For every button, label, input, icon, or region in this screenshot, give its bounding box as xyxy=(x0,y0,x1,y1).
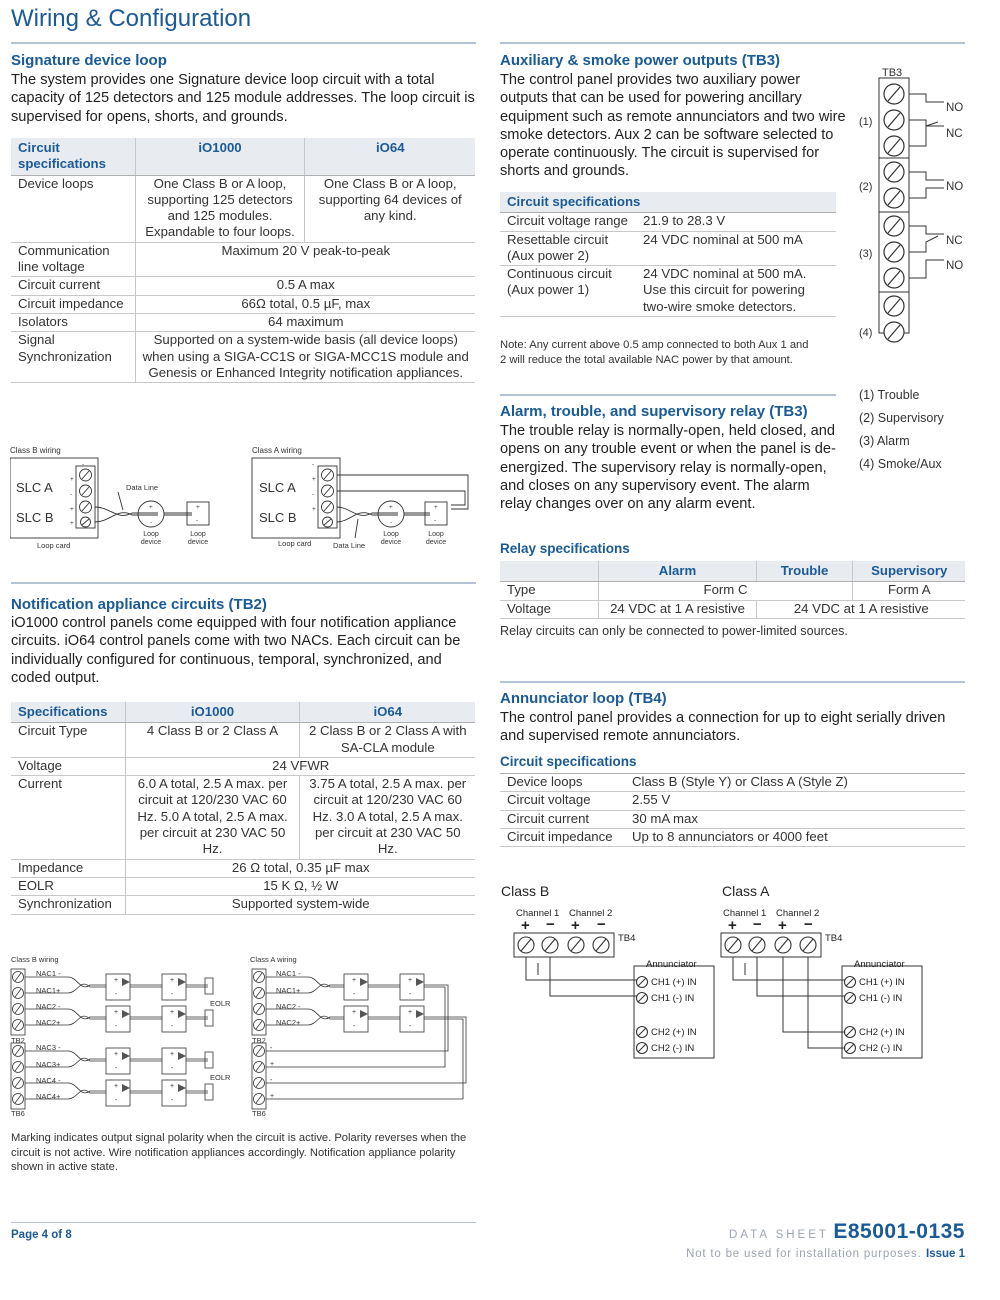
section-divider xyxy=(500,42,965,44)
row-label: Voltage xyxy=(11,757,125,775)
svg-text:device: device xyxy=(380,539,402,546)
relay-spec-table xyxy=(500,561,965,619)
svg-text:+: + xyxy=(70,506,74,513)
nac-polarity-note: Marking indicates output signal polarity when the circuit is active. Polarity reverses when the circuit is not active. Wire notification appliances accordingly. Notification appliance polarity shown in active state. xyxy=(11,1132,467,1173)
table-header: Circuit specifications xyxy=(11,138,135,175)
terminal-label: NAC1 - xyxy=(276,969,301,978)
relay-spec-title: Relay specifications xyxy=(500,541,630,556)
row-label: Type xyxy=(500,582,598,600)
row-label: Device loops xyxy=(11,175,135,242)
table-row xyxy=(500,828,965,846)
table-header: Trouble xyxy=(756,561,852,582)
slc-a-label: SLC A xyxy=(259,480,296,495)
table-row xyxy=(500,213,836,231)
loop-card-label: Loop card xyxy=(37,541,71,550)
tb3-legend xyxy=(859,384,944,476)
row-label: Voltage xyxy=(500,600,598,618)
row-label: Signal Synchronization xyxy=(11,332,135,383)
svg-text:device: device xyxy=(425,539,447,546)
svg-text:-: - xyxy=(270,1077,273,1084)
group-label: (1) xyxy=(859,116,873,128)
terminal-label: NAC2 - xyxy=(276,1002,301,1011)
annunciator-wiring-diagram xyxy=(498,878,968,1068)
slc-a-label: SLC A xyxy=(16,480,53,495)
cell-value: 24 VDC nominal at 500 mA xyxy=(636,231,836,266)
cell-io64: 2 Class B or 2 Class A with SA-CLA module xyxy=(299,723,475,758)
aux-note: Note: Any current above 0.5 amp connected to both Aux 1 and 2 will reduce the total available NAC power by that amount. xyxy=(500,339,809,366)
table-header: iO1000 xyxy=(135,138,304,175)
row-label: Isolators xyxy=(11,313,135,331)
installation-note: Not to be used for installation purposes. xyxy=(686,1248,922,1260)
terminal-label: NAC2+ xyxy=(36,1018,61,1027)
terminal-label: CH2 (+) IN xyxy=(651,1027,697,1038)
svg-text:+: + xyxy=(352,1009,357,1016)
slc-b-label: SLC B xyxy=(16,510,54,525)
svg-text:+: + xyxy=(521,917,530,934)
contact-label: NO xyxy=(946,102,964,114)
terminal-label: CH1 (+) IN xyxy=(651,977,697,988)
table-header: Circuit specifications xyxy=(500,192,836,213)
terminal-label: NAC4+ xyxy=(36,1092,61,1101)
svg-text:-: - xyxy=(171,991,174,998)
group-label: (3) xyxy=(859,248,873,260)
table-header: Specifications xyxy=(11,702,125,723)
class-b-label: Class B xyxy=(501,883,550,899)
svg-text:+: + xyxy=(114,977,119,984)
terminal-label: CH1 (-) IN xyxy=(859,993,903,1004)
table-row xyxy=(11,877,475,895)
annunciator-title: Annunciator loop (TB4) xyxy=(500,690,667,707)
relay-title: Alarm, trouble, and supervisory relay (TB3) xyxy=(500,403,808,420)
cell-value: 15 K Ω, ½ W xyxy=(125,877,475,895)
cell-value: 24 VDC at 1 A resistive xyxy=(598,600,756,618)
contact-label: NC xyxy=(946,128,963,140)
tb2-label: TB2 xyxy=(252,1036,266,1045)
svg-text:-: - xyxy=(115,1065,118,1072)
cell-value: 64 maximum xyxy=(135,313,475,331)
svg-text:+: + xyxy=(270,1093,275,1100)
svg-text:-: - xyxy=(115,1097,118,1104)
page-number: Page 4 of 8 xyxy=(11,1229,72,1241)
row-label: Device loops xyxy=(500,774,625,792)
cell-value: Form C xyxy=(598,582,852,600)
row-label: Circuit impedance xyxy=(500,828,625,846)
table-header: iO64 xyxy=(304,138,475,175)
terminal-label: NAC3+ xyxy=(36,1060,61,1069)
legend-item: (2) Supervisory xyxy=(859,411,944,425)
section-divider xyxy=(11,42,476,44)
channel-label: Channel 2 xyxy=(776,908,820,919)
svg-text:−: − xyxy=(753,916,762,933)
page-title: Wiring & Configuration xyxy=(11,5,252,32)
section-divider xyxy=(500,681,965,683)
tb6-label: TB6 xyxy=(11,1109,25,1118)
svg-text:+: + xyxy=(196,504,200,511)
cell-io64: 3.75 A total, 2.5 A max. per circuit at 120/230 VAC 60 Hz. 3.0 A total, 2.5 A max. per circuit at 230 VAC 50 Hz. xyxy=(299,776,475,859)
slc-title: Signature device loop xyxy=(11,52,167,69)
svg-text:+: + xyxy=(270,1061,275,1068)
svg-text:+: + xyxy=(114,1083,119,1090)
table-row xyxy=(500,774,965,792)
tb3-diagram xyxy=(852,64,972,354)
svg-text:-: - xyxy=(312,491,315,498)
annunciator-body: The control panel provides a connection for up to eight serially driven and supervised remote annunciators. xyxy=(500,710,946,745)
svg-text:-: - xyxy=(353,991,356,998)
nac-wiring-diagram xyxy=(8,952,480,1120)
table-row xyxy=(11,295,475,313)
data-line-label: Data Line xyxy=(126,483,159,492)
cell-io1000: One Class B or A loop, supporting 125 detectors and 125 modules. Expandable to four loops. xyxy=(135,175,304,242)
channel-label: Channel 1 xyxy=(516,908,560,919)
group-label: (2) xyxy=(859,181,873,193)
terminal-label: CH1 (-) IN xyxy=(651,993,695,1004)
cell-value: Up to 8 annunciators or 4000 feet xyxy=(625,828,965,846)
cell-value: Form A xyxy=(852,582,965,600)
slc-b-label: SLC B xyxy=(259,510,297,525)
terminal-label: CH2 (+) IN xyxy=(859,1027,905,1038)
slc-wiring-diagram xyxy=(10,443,480,558)
svg-text:+: + xyxy=(778,917,787,934)
svg-text:−: − xyxy=(546,916,555,933)
table-row xyxy=(11,175,475,242)
group-label: (4) xyxy=(859,327,873,339)
cell-value: 24 VDC at 1 A resistive xyxy=(756,600,965,618)
svg-text:+: + xyxy=(114,1051,119,1058)
terminal-label: NAC1+ xyxy=(36,986,61,995)
svg-text:-: - xyxy=(353,1023,356,1030)
annunciator-spec-table xyxy=(500,773,965,847)
relay-note: Relay circuits can only be connected to power-limited sources. xyxy=(500,624,848,638)
svg-text:+: + xyxy=(170,1051,175,1058)
table-header: iO64 xyxy=(299,702,475,723)
terminal-label: CH2 (-) IN xyxy=(859,1043,903,1054)
table-row xyxy=(11,313,475,331)
table-row xyxy=(11,332,475,383)
svg-text:-: - xyxy=(82,461,85,468)
svg-text:-: - xyxy=(312,461,315,468)
legend-item: (1) Trouble xyxy=(859,388,920,402)
svg-text:-: - xyxy=(270,1045,273,1052)
terminal-label: NAC1+ xyxy=(276,986,301,995)
cell-value: Supported on a system-wide basis (all device loops) when using a SIGA-CC1S or SIGA-MCC1S module and Genesis or Enhanced Integrity notification appliances. xyxy=(135,332,475,383)
table-row xyxy=(11,723,475,758)
cell-value: 2.55 V xyxy=(625,792,965,810)
aux-spec-table xyxy=(500,192,836,317)
table-row xyxy=(500,810,965,828)
document-number: E85001-0135 xyxy=(833,1220,965,1243)
eolr-label: EOLR xyxy=(210,999,231,1008)
aux-title: Auxiliary & smoke power outputs (TB3) xyxy=(500,52,781,69)
svg-text:-: - xyxy=(171,1065,174,1072)
footer-divider xyxy=(11,1222,476,1223)
cell-value: Class B (Style Y) or Class A (Style Z) xyxy=(625,774,965,792)
terminal-label: NAC2 - xyxy=(36,1002,61,1011)
row-label: Communication line voltage xyxy=(11,242,135,277)
row-label: Impedance xyxy=(11,859,125,877)
table-row xyxy=(11,757,475,775)
svg-text:+: + xyxy=(408,1009,413,1016)
terminal-label: NAC3 - xyxy=(36,1043,61,1052)
issue-label: Issue 1 xyxy=(926,1248,965,1260)
svg-text:Loop: Loop xyxy=(143,531,159,538)
aux-body: The control panel provides two auxiliary power outputs that can be used for powering ancillary equipment such as remote annunciators and two wire smoke detectors. Aux 2 can be software selected to operate continuously. The circuit is supervised for shorts and grounds. xyxy=(500,72,846,180)
cell-io1000: 6.0 A total, 2.5 A max. per circuit at 120/230 VAC 60 Hz. 5.0 A total, 2.5 A max. per circuit at 230 VAC 50 Hz. xyxy=(125,776,299,859)
cell-value: 24 VDC nominal at 500 mA. Use this circuit for powering two-wire smoke detectors. xyxy=(636,266,836,317)
class-a-label: Class A xyxy=(722,883,770,899)
svg-text:-: - xyxy=(196,517,199,524)
terminal-label: NAC4 - xyxy=(36,1076,61,1085)
table-row xyxy=(11,776,475,859)
row-label: Circuit voltage xyxy=(500,792,625,810)
table-row xyxy=(500,582,965,600)
svg-text:Loop: Loop xyxy=(383,531,399,538)
cell-value: 0.5 A max xyxy=(135,277,475,295)
section-divider xyxy=(500,394,836,396)
svg-text:+: + xyxy=(149,504,153,511)
table-header: iO1000 xyxy=(125,702,299,723)
annunciator-spec-title: Circuit specifications xyxy=(500,754,637,769)
svg-text:-: - xyxy=(115,1023,118,1030)
table-header: Supervisory xyxy=(852,561,965,582)
table-row xyxy=(500,792,965,810)
tb2-label: TB2 xyxy=(11,1036,25,1045)
cell-value: 30 mA max xyxy=(625,810,965,828)
svg-text:+: + xyxy=(170,1009,175,1016)
contact-label: NO xyxy=(946,260,964,272)
svg-text:+: + xyxy=(389,504,393,511)
row-label: EOLR xyxy=(11,877,125,895)
svg-text:+: + xyxy=(352,977,357,984)
table-row xyxy=(500,266,836,317)
nac-body: iO1000 control panels come equipped with four notification appliance circuits. iO64 control panels come with two NACs. Each circuit can be individually configured for continuous, temporal, synchronized, and coded output. xyxy=(11,615,461,686)
row-label: Synchronization xyxy=(11,896,125,914)
nac-spec-table xyxy=(11,702,475,915)
loop-device-label: device xyxy=(140,539,162,546)
row-label: Circuit Type xyxy=(11,723,125,758)
class-a-label: Class A wiring xyxy=(252,446,302,455)
svg-text:+: + xyxy=(70,476,74,483)
terminal-label: CH1 (+) IN xyxy=(859,977,905,988)
svg-text:−: − xyxy=(804,916,813,933)
loop-card-label: Loop card xyxy=(278,539,312,548)
slc-spec-table xyxy=(11,138,475,383)
table-row xyxy=(11,242,475,277)
terminal-label: NAC2+ xyxy=(276,1018,301,1027)
eolr-label: EOLR xyxy=(210,1073,231,1082)
class-b-label: Class B wiring xyxy=(10,446,61,455)
class-a-label: Class A wiring xyxy=(250,955,297,964)
row-label: Circuit current xyxy=(500,810,625,828)
svg-text:-: - xyxy=(171,1023,174,1030)
svg-text:-: - xyxy=(150,519,153,526)
svg-text:+: + xyxy=(70,520,74,527)
cell-value: 24 VFWR xyxy=(125,757,475,775)
row-label: Circuit voltage range xyxy=(500,213,636,231)
row-label: Continuous circuit (Aux power 1) xyxy=(500,266,636,317)
cell-io1000: 4 Class B or 2 Class A xyxy=(125,723,299,758)
svg-text:-: - xyxy=(434,517,437,524)
svg-text:Loop: Loop xyxy=(190,531,206,538)
svg-text:-: - xyxy=(70,491,73,498)
row-label: Circuit impedance xyxy=(11,295,135,313)
cell-io64: One Class B or A loop, supporting 64 devices of any kind. xyxy=(304,175,475,242)
annunciator-label: Annunciator xyxy=(854,959,905,970)
nac-title: Notification appliance circuits (TB2) xyxy=(11,596,267,613)
terminal-label: NAC1 - xyxy=(36,969,61,978)
table-row xyxy=(11,896,475,914)
svg-text:+: + xyxy=(312,506,316,513)
table-row xyxy=(11,859,475,877)
svg-text:+: + xyxy=(170,1083,175,1090)
contact-label: NO xyxy=(946,181,964,193)
relay-body: The trouble relay is normally-open, held closed, and opens on any trouble event or when the panel is de-energized. The supervisory relay is normally-open, and closes on any supervisory event. The alarm relay changes over on any alarm event. xyxy=(500,423,836,513)
svg-text:-: - xyxy=(390,519,393,526)
svg-text:+: + xyxy=(571,917,580,934)
data-line-label: Data Line xyxy=(333,541,366,550)
channel-label: Channel 1 xyxy=(723,908,767,919)
cell-value: Supported system-wide xyxy=(125,896,475,914)
svg-text:+: + xyxy=(434,504,438,511)
tb6-label: TB6 xyxy=(252,1109,266,1118)
tb3-label: TB3 xyxy=(882,67,903,79)
row-label: Resettable circuit (Aux power 2) xyxy=(500,231,636,266)
section-divider xyxy=(11,582,476,584)
svg-text:+: + xyxy=(408,977,413,984)
svg-text:+: + xyxy=(728,917,737,934)
cell-value: 26 Ω total, 0.35 µF max xyxy=(125,859,475,877)
svg-text:-: - xyxy=(409,991,412,998)
terminal-label: CH2 (-) IN xyxy=(651,1043,695,1054)
tb4-label: TB4 xyxy=(825,933,843,944)
table-row xyxy=(500,231,836,266)
svg-text:+: + xyxy=(114,1009,119,1016)
svg-text:+: + xyxy=(312,476,316,483)
legend-item: (4) Smoke/Aux xyxy=(859,457,942,471)
table-row xyxy=(11,277,475,295)
table-header: Alarm xyxy=(598,561,756,582)
svg-text:-: - xyxy=(115,991,118,998)
tb4-label: TB4 xyxy=(618,933,636,944)
svg-text:-: - xyxy=(171,1097,174,1104)
cell-value: 66Ω total, 0.5 µF, max xyxy=(135,295,475,313)
contact-label: NC xyxy=(946,235,963,247)
svg-text:-: - xyxy=(409,1023,412,1030)
slc-body: The system provides one Signature device loop circuit with a total capacity of 125 detectors and 125 module addresses. The loop circuit is supervised for opens, shorts, and grounds. xyxy=(11,72,475,125)
row-label: Circuit current xyxy=(11,277,135,295)
cell-value: 21.9 to 28.3 V xyxy=(636,213,836,231)
footer-datasheet xyxy=(686,1220,965,1262)
svg-text:device: device xyxy=(187,539,209,546)
class-b-label: Class B wiring xyxy=(11,955,59,964)
svg-text:Loop: Loop xyxy=(428,531,444,538)
svg-text:−: − xyxy=(597,916,606,933)
channel-label: Channel 2 xyxy=(569,908,613,919)
cell-value: Maximum 20 V peak-to-peak xyxy=(135,242,475,277)
table-row xyxy=(500,600,965,618)
annunciator-label: Annunciator xyxy=(646,959,697,970)
svg-text:+: + xyxy=(170,977,175,984)
row-label: Current xyxy=(11,776,125,859)
legend-item: (3) Alarm xyxy=(859,434,910,448)
data-sheet-label: DATA SHEET xyxy=(729,1229,829,1241)
